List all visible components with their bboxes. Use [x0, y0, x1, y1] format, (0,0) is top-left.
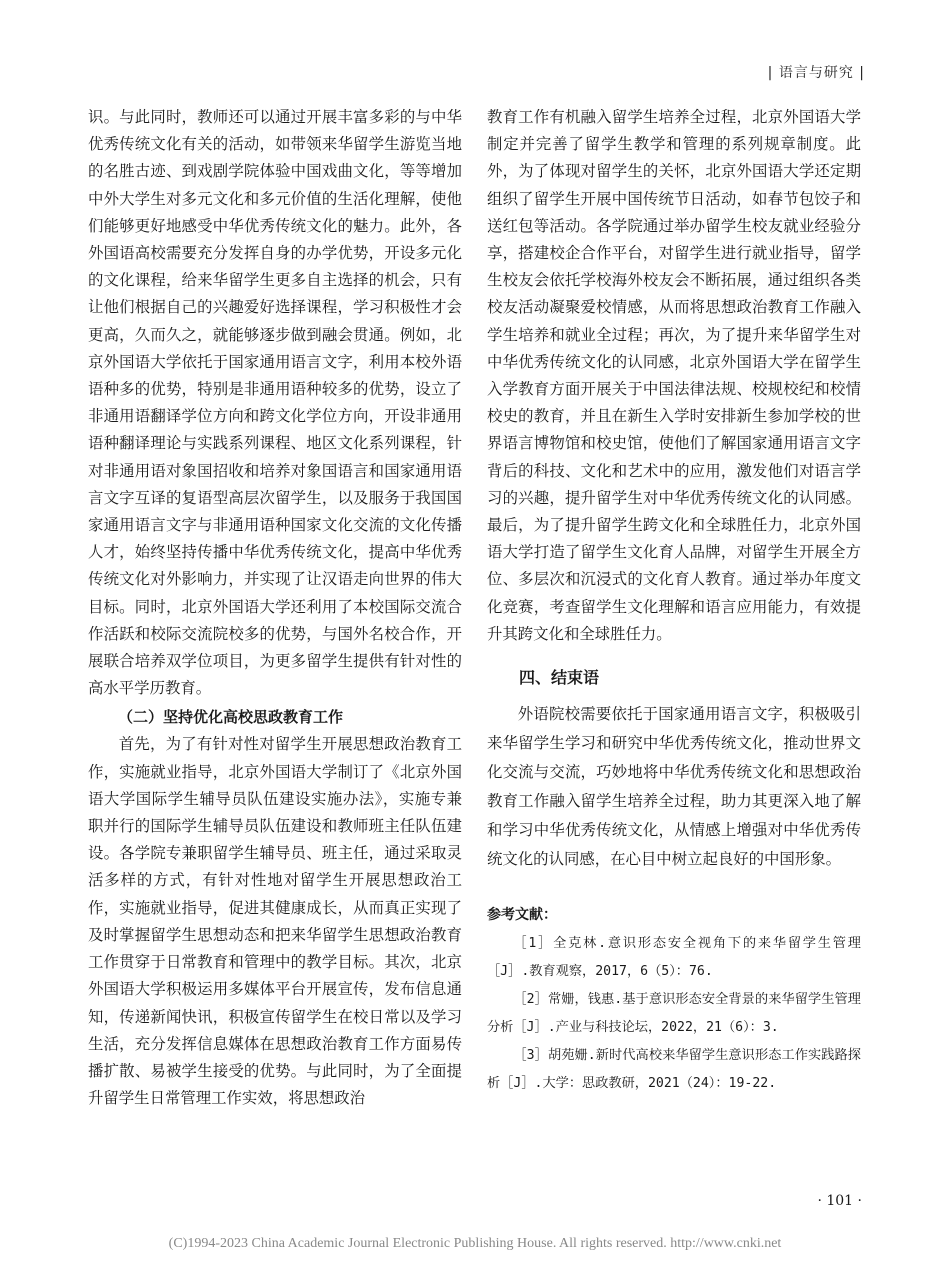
- references-title: 参考文献：: [487, 907, 557, 924]
- reference-item: ［3］胡苑姗.新时代高校来华留学生意识形态工作实践路探析［J］.大学：思政教研，2021（24）：19-22.: [487, 1048, 861, 1092]
- conclusion-paragraph: 外语院校需要依托于国家通用语言文字，积极吸引来华留学生学习和研究中华优秀传统文化，推动世界文化交流与交流，巧妙地将中华优秀传统文化和思想政治教育工作融入留学生培养全过程，助力其更深入地了解和学习中华优秀传统文化，从情感上增强对中华优秀传统文化的认同感，在心目中树立起良好的中国形象。: [487, 705, 861, 869]
- running-header: | 语言与研究 |: [767, 65, 865, 81]
- body-paragraph: 教育工作有机融入留学生培养全过程，北京外国语大学制定并完善了留学生教学和管理的系列规章制度。此外，为了体现对留学生的关怀，北京外国语大学还定期组织了留学生开展中国传统节日活动，如春节包饺子和送红包等活动。各学院通过举办留学生校友就业经验分享，搭建校企合作平台，对留学生进行就业指导，留学生校友会依托学校海外校友会不断拓展，通过组织各类校友活动凝聚爱校情感，从而将思想政治教育工作融入学生培养和就业全过程；再次，为了提升来华留学生对中华优秀传统文化的认同感，北京外国语大学在留学生入学教育方面开展关于中国法律法规、校规校纪和校情校史的教育，并且在新生入学时安排新生参加学校的世界语言博物馆和校史馆，使他们了解国家通用语言文字背后的科技、文化和艺术中的应用，激发他们对语言学习的兴趣，提升留学生对中华优秀传统文化的认同感。最后，为了提升留学生跨文化和全球胜任力，北京外国语大学打造了留学生文化育人品牌，对留学生开展全方位、多层次和沉浸式的文化育人教育。通过举办年度文化竞赛，考查留学生文化理解和语言应用能力，有效提升其跨文化和全球胜任力。: [487, 108, 861, 643]
- left-column: [88, 104, 462, 1112]
- right-column: [487, 104, 861, 1098]
- page-number: · 101 ·: [817, 1193, 862, 1209]
- body-paragraph: 识。与此同时，教师还可以通过开展丰富多彩的与中华优秀传统文化有关的活动，如带领来华留学生游览当地的名胜古迹、到戏剧学院体验中国戏曲文化，等等增加中外大学生对多元文化和多元价值的生活化理解，使他们能够更好地感受中华优秀传统文化的魅力。此外，各外国语高校需要充分发挥自身的办学优势，开设多元化的文化课程，给来华留学生更多自主选择的机会，只有让他们根据自己的兴趣爱好选择课程，学习积极性才会更高，久而久之，就能够逐步做到融会贯通。例如，北京外国语大学依托于国家通用语言文字，利用本校外语语种多的优势，特别是非通用语种较多的优势，设立了非通用语翻译学位方向和跨文化学位方向，开设非通用语种翻译理论与实践系列课程、地区文化系列课程，针对非通用语对象国招收和培养对象国语言和国家通用语言文字互译的复语型高层次留学生，以及服务于我国国家通用语言文字与非通用语种国家文化交流的文化传播人才，始终坚持传播中华优秀传统文化，提高中华优秀传统文化对外影响力，并实现了让汉语走向世界的伟大目标。同时，北京外国语大学还利用了本校国际交流合作活跃和校际交流院校多的优势，与国外名校合作，开展联合培养双学位项目，为更多留学生提供有针对性的高水平学历教育。: [88, 108, 462, 698]
- subsection-heading: （二）坚持优化高校思政教育工作: [118, 708, 344, 727]
- reference-item: ［2］常姗，钱惠.基于意识形态安全背景的来华留学生管理分析［J］.产业与科技论坛，2022，21（6）：3.: [487, 992, 861, 1036]
- reference-item: ［1］全克林.意识形态安全视角下的来华留学生管理［J］.教育观察，2017，6（5）：76.: [487, 936, 861, 980]
- body-paragraph: 首先，为了有针对性对留学生开展思想政治教育工作，实施就业指导，北京外国语大学制订了《北京外国语大学国际学生辅导员队伍建设实施办法》，实施专兼职并行的国际学生辅导员队伍建设和教师班主任队伍建设。各学院专兼职留学生辅导员、班主任，通过采取灵活多样的方式，有针对性地对留学生开展思想政治工作，实施就业指导，促进其健康成长，从而真正实现了及时掌握留学生思想动态和把来华留学生思想政治教育工作贯穿于日常教育和管理中的教学目标。其次，北京外国语大学积极运用多媒体平台开展宣传，发布信息通知，传递新闻快讯，积极宣传留学生在校日常以及学习生活，充分发挥信息媒体在思想政治教育工作方面易传播扩散、易被学生接受的优势。与此同时，为了全面提升留学生日常管理工作实效，将思想政治: [88, 735, 462, 1108]
- section-heading: 四、结束语: [519, 668, 600, 688]
- copyright-footer: (C)1994-2023 China Academic Journal Electronic Publishing House. All rights reserved. http://www.cnki.net: [168, 1236, 782, 1251]
